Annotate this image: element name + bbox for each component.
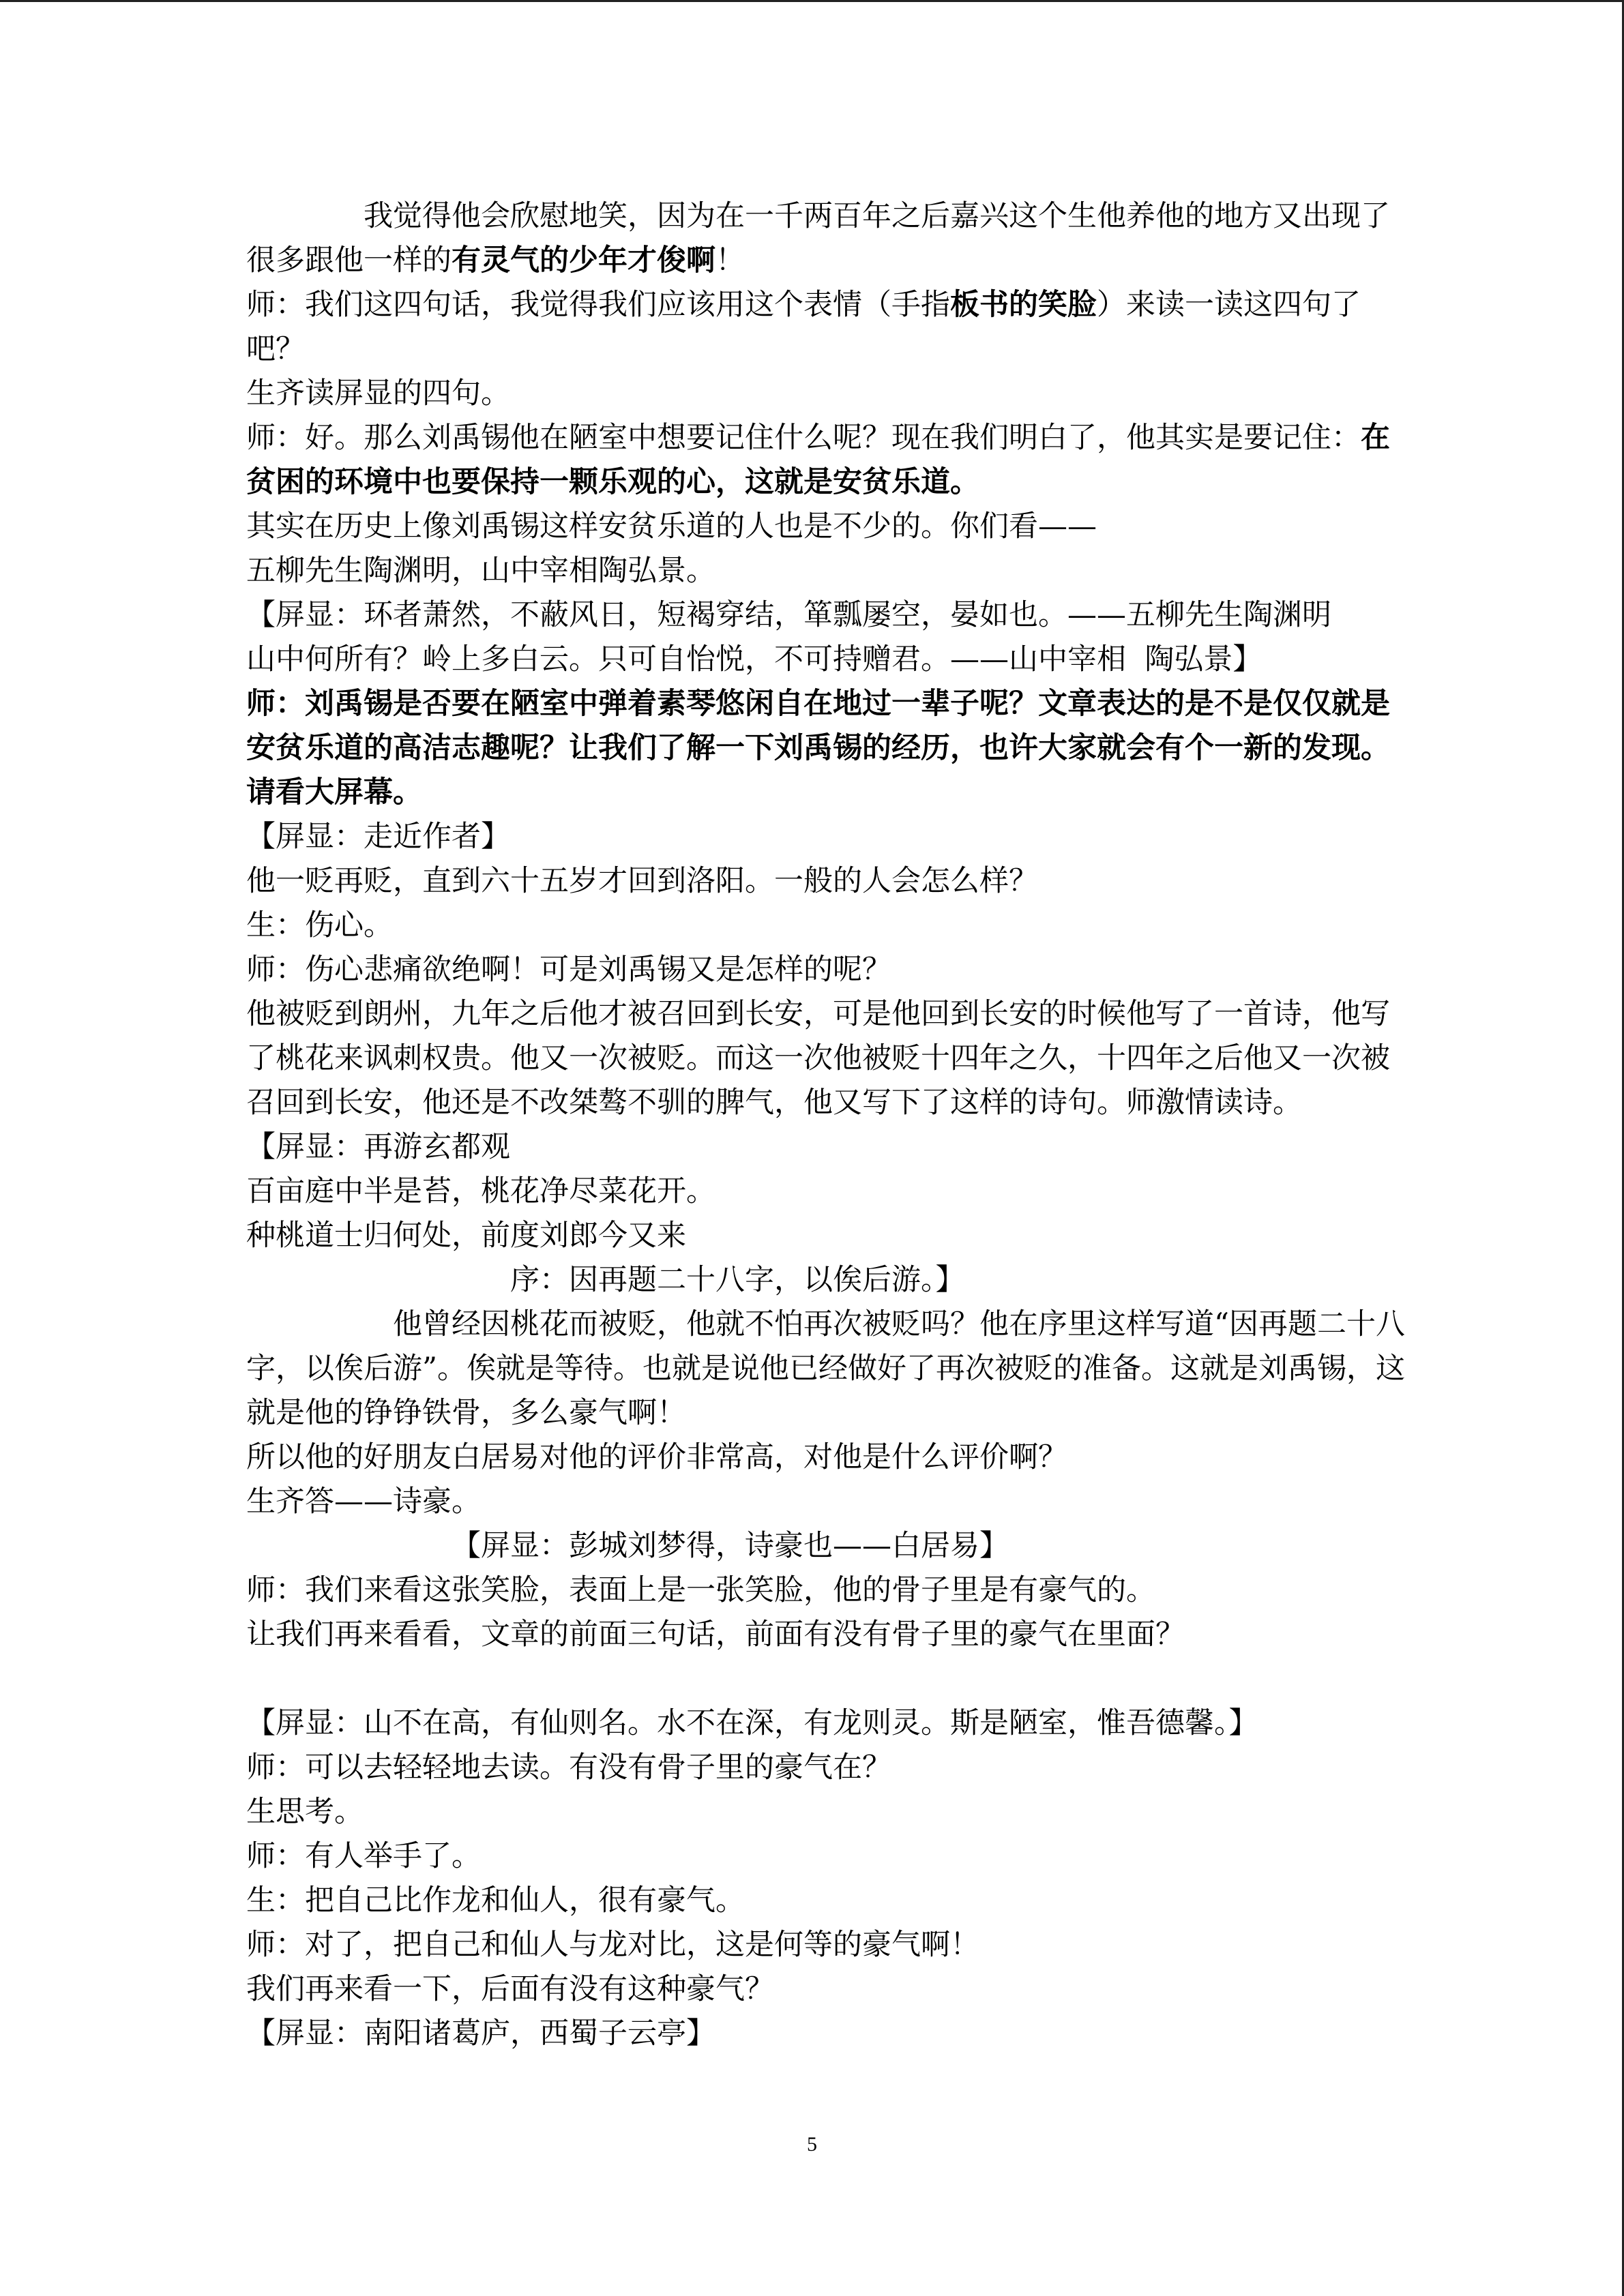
text: 百亩庭中半是苔，桃花净尽菜花开。	[246, 1174, 715, 1208]
text: 他被贬到朗州，九年之后他才被召回到长安，可是他回到长安的时候他写了一首诗，他写了桃花来讽刺权贵。他又一次被贬。而这一次他被贬十四年之久，十四年之后他又一次被召回到长安，他还是不改桀骜不驯的脾气，他又写下了这样的诗句。师激情读诗。	[246, 997, 1390, 1120]
paragraph	[246, 1879, 1406, 1923]
text: 师：我们这四句话，我觉得我们应该用这个表情（手指	[246, 288, 950, 322]
paragraph	[246, 416, 1406, 505]
text: 【屏显：走近作者】	[246, 820, 510, 854]
paragraph	[246, 1568, 1406, 1613]
text: 我觉得他会欣慰地笑，因为在一千两百年之后嘉兴这个生他养他的地方又出现了很多跟他一样的	[246, 199, 1390, 278]
text: 五柳先生陶渊明，山中宰相陶弘景。	[246, 554, 715, 588]
paragraph	[246, 505, 1406, 549]
paragraph	[246, 1746, 1406, 1790]
text: 【屏显：彭城刘梦得，诗豪也——白居易】	[452, 1529, 1009, 1563]
paragraph	[246, 1524, 1406, 1568]
paragraph	[246, 638, 1406, 682]
text: 师：有人举手了。	[246, 1839, 481, 1873]
paragraph	[246, 1790, 1406, 1834]
paragraph	[246, 1214, 1406, 1258]
text: 山中何所有？岭上多白云。只可自怡悦，不可持赠君。——山中宰相 陶弘景】	[246, 642, 1263, 676]
paragraph	[246, 1302, 1406, 1435]
text: 他曾经因桃花而被贬，他就不怕再次被贬吗？他在序里这样写道“因再题二十八字，以俟后游”。俟就是等待。也就是说他已经做好了再次被贬的准备。这就是刘禹锡，这就是他的铮铮铁骨，多么豪气啊！	[246, 1307, 1405, 1430]
paragraph	[246, 2012, 1406, 2056]
text: 师：对了，把自己和仙人与龙对比，这是何等的豪气啊！	[246, 1928, 979, 1962]
paragraph	[246, 859, 1406, 904]
paragraph	[246, 1169, 1406, 1214]
paragraph	[246, 1613, 1406, 1657]
paragraph	[246, 1834, 1406, 1879]
paragraph	[246, 372, 1406, 416]
paragraph	[246, 283, 1406, 372]
paragraph	[246, 1480, 1406, 1524]
page-number: 5	[807, 2133, 817, 2156]
paragraph	[246, 194, 1406, 283]
text: 生思考。	[246, 1795, 364, 1829]
text: 序：因再题二十八字，以俟后游。】	[510, 1263, 965, 1297]
text: 我们再来看一下，后面有没有这种豪气？	[246, 1972, 774, 2006]
text: 生齐答——诗豪。	[246, 1485, 481, 1519]
text: 生：伤心。	[246, 908, 393, 942]
paragraph	[246, 948, 1406, 992]
text: ）来读一读这四句了吧？	[246, 288, 1361, 366]
text: 他一贬再贬，直到六十五岁才回到洛阳。一般的人会怎么样？	[246, 864, 1038, 898]
text: 其实在历史上像刘禹锡这样安贫乐道的人也是不少的。你们看——	[246, 509, 1097, 543]
text: 生齐读屏显的四句。	[246, 376, 510, 411]
paragraph	[246, 1125, 1406, 1169]
text: 【屏显：山不在高，有仙则名。水不在深，有龙则灵。斯是陋室，惟吾德馨。】	[246, 1706, 1258, 1740]
text: 【屏显：再游玄都观	[246, 1130, 510, 1164]
paragraph	[246, 1258, 1406, 1302]
text: 师：我们来看这张笑脸，表面上是一张笑脸，他的骨子里是有豪气的。	[246, 1573, 1155, 1607]
text: 所以他的好朋友白居易对他的评价非常高，对他是什么评价啊？	[246, 1440, 1067, 1474]
blank-line	[246, 1657, 1406, 1701]
bold-text: 刘禹锡是否要在陋室中弹着素琴悠闲自在地过一辈子呢？文章表达的是不是仅仅就是安贫乐道的高洁志趣呢？让我们了解一下刘禹锡的经历，也许大家就会有个一新的发现。请看大屏幕。	[246, 687, 1390, 809]
paragraph	[246, 992, 1406, 1125]
paragraph	[246, 1967, 1406, 2012]
document-body	[246, 194, 1406, 2056]
bold-text: 在贫困的环境中也要保持一颗乐观的心，这就是安贫乐道。	[246, 421, 1390, 499]
paragraph	[246, 682, 1406, 815]
paragraph	[246, 593, 1406, 638]
text: 【屏显：南阳诸葛庐，西蜀子云亭】	[246, 2016, 715, 2051]
bold-text: 板书的笑脸	[950, 288, 1097, 322]
text: 种桃道士归何处，前度刘郎今又来	[246, 1219, 686, 1253]
paragraph	[246, 815, 1406, 859]
text: ！	[715, 243, 745, 278]
paragraph	[246, 904, 1406, 948]
text: 师：可以去轻轻地去读。有没有骨子里的豪气在？	[246, 1750, 891, 1785]
text: 师：好。那么刘禹锡他在陋室中想要记住什么呢？现在我们明白了，他其实是要记住：	[246, 421, 1361, 455]
paragraph	[246, 1435, 1406, 1480]
paragraph	[246, 1701, 1406, 1746]
paragraph	[246, 1923, 1406, 1967]
text: 师：伤心悲痛欲绝啊！可是刘禹锡又是怎样的呢？	[246, 953, 891, 987]
text: 让我们再来看看，文章的前面三句话，前面有没有骨子里的豪气在里面？	[246, 1617, 1185, 1652]
bold-text: 师：	[246, 687, 305, 721]
paragraph	[246, 549, 1406, 593]
text: 【屏显：环者萧然，不蔽风日，短褐穿结，箪瓢屡空，晏如也。——五柳先生陶渊明	[246, 598, 1331, 632]
text: 生：把自己比作龙和仙人，很有豪气。	[246, 1883, 745, 1918]
bold-text: 有灵气的少年才俊啊	[452, 243, 715, 278]
